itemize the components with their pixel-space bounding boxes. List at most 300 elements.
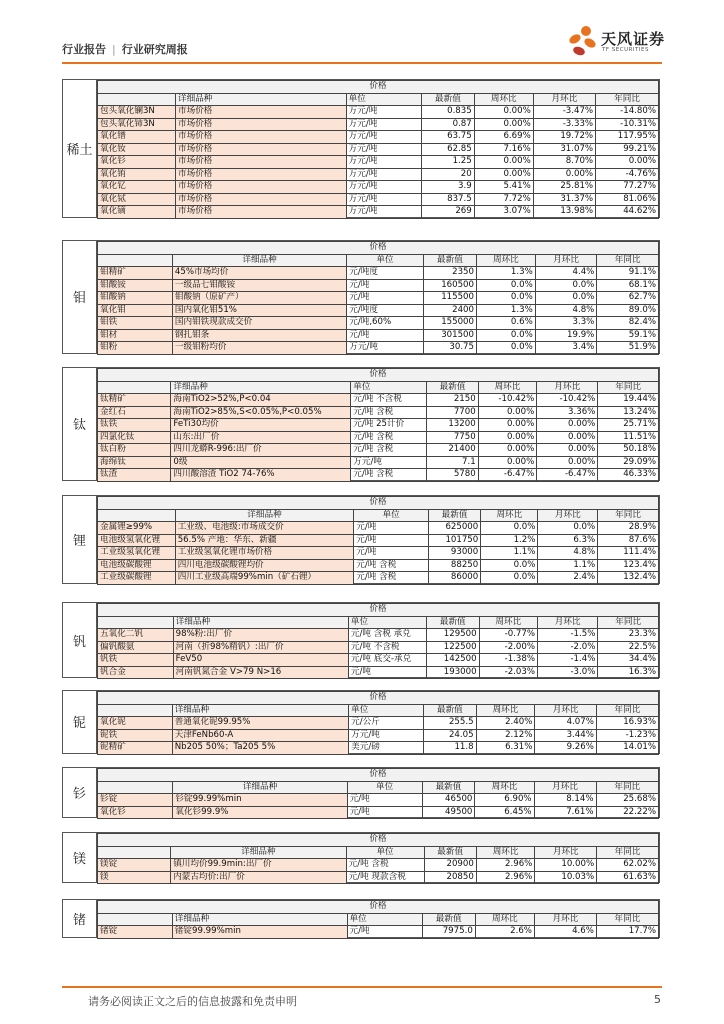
latest-value: 129500 <box>426 629 479 642</box>
table-row <box>98 469 659 482</box>
unit: 元/吨 <box>347 806 422 819</box>
table-row <box>98 717 659 730</box>
unit: 万元/吨 <box>346 131 421 144</box>
wow-change: 0.00% <box>474 156 533 169</box>
column-header: 年同比 <box>596 913 658 926</box>
table-header-row <box>98 704 659 717</box>
spec: 四川龙蟒R-996:出厂价 <box>171 444 351 457</box>
table-title-row <box>98 81 659 94</box>
table-title: 价格 <box>98 769 659 782</box>
column-header: 详细品种 <box>172 913 347 926</box>
column-header: 最新值 <box>427 381 478 394</box>
table-row <box>98 559 659 572</box>
table-row <box>98 394 659 407</box>
mom-change: -3.47% <box>533 106 595 119</box>
logo-name-cn: 天风证券 <box>601 30 666 48</box>
column-header: 最新值 <box>428 509 480 522</box>
table-row <box>98 572 659 585</box>
table-row <box>98 431 659 444</box>
column-header: 详细品种 <box>171 381 351 394</box>
spec: 市场价格 <box>176 106 347 119</box>
table-title: 价格 <box>98 692 659 705</box>
mom-change: 0.0% <box>538 522 598 535</box>
latest-value: 115500 <box>423 292 476 305</box>
column-header: 单位 <box>347 913 422 926</box>
table-row <box>98 292 659 305</box>
column-header: 周环比 <box>481 509 538 522</box>
mom-change: 0.00% <box>537 444 598 457</box>
wow-change: -6.47% <box>478 469 537 482</box>
table-row <box>98 118 659 131</box>
latest-value: 122500 <box>426 641 479 654</box>
yoy-change: 87.6% <box>598 534 659 547</box>
spec: 56.5% 产地：华东、新疆 <box>175 534 354 547</box>
wow-change: 1.3% <box>477 267 536 280</box>
header-blank <box>98 381 171 394</box>
wow-change: -2.00% <box>479 641 537 654</box>
table-row <box>98 406 659 419</box>
category-label: 钼 <box>63 241 97 353</box>
latest-value: 7750 <box>427 431 478 444</box>
table-row <box>98 317 659 330</box>
category-label: 锗 <box>63 900 97 937</box>
product-name: 钼酸铵 <box>98 279 173 292</box>
wow-change: 2.12% <box>476 729 535 742</box>
product-name: 钼铁 <box>98 317 173 330</box>
column-header: 月环比 <box>535 704 596 717</box>
column-header: 月环比 <box>535 254 597 267</box>
table-title-row <box>98 497 659 510</box>
mom-change: 3.44% <box>535 729 596 742</box>
mom-change: 0.0% <box>535 292 597 305</box>
table-row <box>98 926 659 939</box>
mom-change: -3.33% <box>533 118 595 131</box>
product-name: 包头氧化镧3N <box>98 106 176 119</box>
product-name: 包头氧化铈3N <box>98 118 176 131</box>
spec: 市场价格 <box>176 118 347 131</box>
table-title: 价格 <box>98 242 659 255</box>
spec: 氧化钐99.9% <box>173 806 347 819</box>
unit: 万元/吨 <box>346 206 421 219</box>
column-header: 最新值 <box>426 616 479 629</box>
spec: 45%市场均价 <box>172 267 346 280</box>
column-header: 单位 <box>346 846 424 859</box>
latest-value: 3.9 <box>422 181 475 194</box>
column-header: 月环比 <box>537 381 598 394</box>
product-name: 钛白粉 <box>98 444 171 457</box>
table-row <box>98 267 659 280</box>
price-table <box>97 900 659 939</box>
spec: 市场价格 <box>176 143 347 156</box>
product-name: 氧化钐 <box>98 156 176 169</box>
table-title-row <box>98 834 659 847</box>
mom-change: 3.4% <box>535 342 597 355</box>
latest-value: 24.05 <box>424 729 476 742</box>
latest-value: 160500 <box>423 279 476 292</box>
table-row <box>98 729 659 742</box>
unit: 元/吨 25计价 <box>351 419 427 432</box>
latest-value: 2350 <box>423 267 476 280</box>
mom-change: 8.14% <box>534 794 596 807</box>
product-name: 氧化铌 <box>98 717 173 730</box>
section-table <box>62 79 660 218</box>
latest-value: 63.75 <box>422 131 475 144</box>
header-rule <box>62 62 662 64</box>
latest-value: 7700 <box>427 406 478 419</box>
latest-value: 13200 <box>427 419 478 432</box>
table-row <box>98 534 659 547</box>
unit: 元/吨 <box>347 926 422 939</box>
latest-value: 46500 <box>422 794 475 807</box>
mom-change: 3.3% <box>535 317 597 330</box>
yoy-change: 29.09% <box>598 456 659 469</box>
unit: 元/吨 含税 <box>351 431 427 444</box>
yoy-change: -14.80% <box>596 106 659 119</box>
category-label: 稀土 <box>63 80 97 217</box>
latest-value: 20850 <box>424 871 476 884</box>
yoy-change: 51.9% <box>597 342 659 355</box>
latest-value: 86000 <box>428 572 480 585</box>
unit: 万元/吨 <box>346 106 421 119</box>
section-table <box>62 367 660 481</box>
latest-value: 2400 <box>423 304 476 317</box>
table-row <box>98 143 659 156</box>
table-title: 价格 <box>98 369 659 382</box>
product-name: 金属锂≥99% <box>98 522 176 535</box>
mom-change: 31.37% <box>533 193 595 206</box>
price-table <box>97 691 659 755</box>
yoy-change: 91.1% <box>597 267 659 280</box>
yoy-change: 77.27% <box>596 181 659 194</box>
column-header: 单位 <box>349 704 424 717</box>
column-header: 详细品种 <box>171 846 346 859</box>
product-name: 工业级氢氧化锂 <box>98 547 176 560</box>
spec: 四川工业级高端99%min（矿石锂） <box>175 572 354 585</box>
column-header: 单位 <box>354 509 429 522</box>
latest-value: 5780 <box>427 469 478 482</box>
latest-value: 193000 <box>426 666 479 679</box>
header-blank <box>98 781 173 794</box>
table-row <box>98 641 659 654</box>
spec: Nb205 50%；Ta205 5% <box>172 742 348 755</box>
table-header-row <box>98 254 659 267</box>
spec: 四川酸溶渣 TiO2 74-76% <box>171 469 351 482</box>
category-label: 铌 <box>63 691 97 753</box>
wow-change: 2.96% <box>476 859 535 872</box>
latest-value: 7.1 <box>427 456 478 469</box>
unit: 元/吨 <box>348 666 426 679</box>
column-header: 最新值 <box>422 93 475 106</box>
mom-change: 19.9% <box>535 329 597 342</box>
table-row <box>98 806 659 819</box>
table-row <box>98 547 659 560</box>
spec: 国内钼铁现款成交价 <box>172 317 346 330</box>
column-header: 年同比 <box>596 704 658 717</box>
yoy-change: 14.01% <box>596 742 658 755</box>
wow-change: 5.41% <box>474 181 533 194</box>
yoy-change: 22.22% <box>596 806 658 819</box>
mom-change: 0.00% <box>533 168 595 181</box>
unit: 元/吨 <box>347 279 424 292</box>
spec: 钐锭99.99%min <box>173 794 347 807</box>
wow-change: 0.00% <box>478 431 537 444</box>
table-title: 价格 <box>98 497 659 510</box>
spec: 一级钼粉均价 <box>172 342 346 355</box>
table-row <box>98 522 659 535</box>
yoy-change: 123.4% <box>598 559 659 572</box>
logo-mark-icon <box>566 24 598 58</box>
product-name: 铌精矿 <box>98 742 173 755</box>
latest-value: 269 <box>422 206 475 219</box>
column-header: 详细品种 <box>172 704 348 717</box>
wow-change: 0.0% <box>477 279 536 292</box>
column-header: 单位 <box>351 381 427 394</box>
spec: 山东:出厂价 <box>171 431 351 444</box>
spec: 海南TiO2>52%,P<0.04 <box>171 394 351 407</box>
mom-change: 6.3% <box>538 534 598 547</box>
report-type: 行业报告 <box>62 43 106 56</box>
column-header: 月环比 <box>533 93 595 106</box>
wow-change: 0.6% <box>477 317 536 330</box>
price-table <box>97 241 659 355</box>
unit: 美元/磅 <box>349 742 424 755</box>
latest-value: 11.8 <box>424 742 476 755</box>
product-name: 五氧化二钒 <box>98 629 174 642</box>
table-title-row <box>98 769 659 782</box>
product-name: 氧化钼 <box>98 304 173 317</box>
table-row <box>98 106 659 119</box>
mom-change: 4.8% <box>535 304 597 317</box>
unit: 万元/吨 <box>346 181 421 194</box>
product-name: 钛铁 <box>98 419 171 432</box>
column-header: 详细品种 <box>173 616 348 629</box>
latest-value: 62.85 <box>422 143 475 156</box>
unit: 元/吨,60% <box>347 317 424 330</box>
column-header: 月环比 <box>538 616 598 629</box>
table-title-row <box>98 692 659 705</box>
product-name: 氧化镝 <box>98 206 176 219</box>
wow-change: 0.00% <box>474 118 533 131</box>
yoy-change: 111.4% <box>598 547 659 560</box>
yoy-change: 46.33% <box>598 469 659 482</box>
mom-change: 10.00% <box>535 859 597 872</box>
spec: 市场价格 <box>176 168 347 181</box>
yoy-change: 25.68% <box>596 794 658 807</box>
section-table <box>62 767 660 818</box>
product-name: 氧化铽 <box>98 193 176 206</box>
unit: 元/吨 <box>347 329 424 342</box>
latest-value: 20900 <box>424 859 476 872</box>
header-blank <box>98 509 176 522</box>
wow-change: 0.00% <box>478 456 537 469</box>
mom-change: 0.0% <box>535 279 597 292</box>
latest-value: 1.25 <box>422 156 475 169</box>
mom-change: 0.00% <box>537 419 598 432</box>
wow-change: 2.96% <box>476 871 535 884</box>
product-name: 四氯化钛 <box>98 431 171 444</box>
column-header: 周环比 <box>477 254 536 267</box>
unit: 元/吨 含税 <box>346 859 424 872</box>
column-header: 年同比 <box>597 254 659 267</box>
product-name: 钛精矿 <box>98 394 171 407</box>
spec: 一级品七钼酸铵 <box>172 279 346 292</box>
column-header: 最新值 <box>423 254 476 267</box>
price-table <box>97 80 659 219</box>
wow-change: 0.0% <box>477 292 536 305</box>
wow-change: 2.6% <box>475 926 534 939</box>
wow-change: 7.72% <box>474 193 533 206</box>
table-row <box>98 419 659 432</box>
column-header: 年同比 <box>597 846 659 859</box>
wow-change: 6.31% <box>476 742 535 755</box>
product-name: 钼粉 <box>98 342 173 355</box>
table-row <box>98 131 659 144</box>
column-header: 周环比 <box>474 93 533 106</box>
wow-change: 0.0% <box>477 342 536 355</box>
yoy-change: 50.18% <box>598 444 659 457</box>
section-table <box>62 495 660 584</box>
wow-change: 0.00% <box>478 419 537 432</box>
section-table <box>62 240 660 354</box>
column-header: 单位 <box>347 254 424 267</box>
table-title-row <box>98 242 659 255</box>
product-name: 钐锭 <box>98 794 173 807</box>
column-header: 单位 <box>347 781 422 794</box>
spec: 镇川均价99.9min:出厂价 <box>171 859 346 872</box>
unit: 万元/吨 <box>346 156 421 169</box>
mom-change: 4.4% <box>535 267 597 280</box>
section-table <box>62 690 660 754</box>
header-separator: | <box>112 43 116 56</box>
wow-change: 0.0% <box>481 559 538 572</box>
page-number: 5 <box>654 993 661 1006</box>
product-name: 海绵钛 <box>98 456 171 469</box>
table-header-row <box>98 913 659 926</box>
latest-value: 155000 <box>423 317 476 330</box>
category-label: 钒 <box>63 603 97 677</box>
spec: 工业级、电池级:市场成交价 <box>175 522 354 535</box>
product-name: 铌铁 <box>98 729 173 742</box>
table-header-row <box>98 781 659 794</box>
report-header <box>62 41 188 57</box>
mom-change: 8.70% <box>533 156 595 169</box>
wow-change: 6.90% <box>475 794 534 807</box>
spec: 河南（折98%精钒）:出厂价 <box>173 641 348 654</box>
category-label: 锂 <box>63 496 97 583</box>
latest-value: 30.75 <box>423 342 476 355</box>
table-row <box>98 666 659 679</box>
unit: 万元/吨 <box>346 168 421 181</box>
product-name: 偏钒酸氨 <box>98 641 174 654</box>
wow-change: 0.00% <box>474 168 533 181</box>
table-row <box>98 444 659 457</box>
wow-change: 7.16% <box>474 143 533 156</box>
unit: 元/吨 <box>347 794 422 807</box>
column-header: 年同比 <box>598 381 659 394</box>
column-header: 最新值 <box>422 913 475 926</box>
unit: 元/吨 含税 <box>351 469 427 482</box>
unit: 元/吨 不含税 <box>351 394 427 407</box>
unit: 元/吨 <box>354 547 429 560</box>
yoy-change: 23.3% <box>598 629 659 642</box>
yoy-change: 61.63% <box>597 871 659 884</box>
wow-change: 0.0% <box>481 522 538 535</box>
spec: 0级 <box>171 456 351 469</box>
yoy-change: 89.0% <box>597 304 659 317</box>
table-title: 价格 <box>98 834 659 847</box>
yoy-change: 13.24% <box>598 406 659 419</box>
column-header: 详细品种 <box>176 93 347 106</box>
spec: 工业级氢氧化锂市场价格 <box>175 547 354 560</box>
category-label: 钛 <box>63 368 97 480</box>
price-table <box>97 768 659 819</box>
yoy-change: 25.71% <box>598 419 659 432</box>
table-header-row <box>98 93 659 106</box>
product-name: 工业级碳酸锂 <box>98 572 176 585</box>
wow-change: 0.00% <box>474 106 533 119</box>
yoy-change: 117.95% <box>596 131 659 144</box>
table-row <box>98 629 659 642</box>
spec: 市场价格 <box>176 193 347 206</box>
column-header: 单位 <box>346 93 421 106</box>
mom-change: 4.8% <box>538 547 598 560</box>
price-table <box>97 496 659 585</box>
latest-value: 837.5 <box>422 193 475 206</box>
latest-value: 301500 <box>423 329 476 342</box>
latest-value: 101750 <box>428 534 480 547</box>
mom-change: -1.4% <box>538 654 598 667</box>
spec: 普通氧化铌99.95% <box>172 717 348 730</box>
unit: 元/吨 含税 承兑 <box>348 629 426 642</box>
column-header: 单位 <box>348 616 426 629</box>
spec: FeTi30均价 <box>171 419 351 432</box>
table-row <box>98 193 659 206</box>
mom-change: 0.00% <box>537 456 598 469</box>
spec: 锗锭99.99%min <box>172 926 347 939</box>
table-row <box>98 181 659 194</box>
table-row <box>98 794 659 807</box>
table-row <box>98 342 659 355</box>
table-row <box>98 279 659 292</box>
product-name: 钼材 <box>98 329 173 342</box>
spec: 海南TiO2>85%,S<0.05%,P<0.05% <box>171 406 351 419</box>
latest-value: 0.835 <box>422 106 475 119</box>
column-header: 详细品种 <box>175 509 354 522</box>
table-title-row <box>98 604 659 617</box>
latest-value: 142500 <box>426 654 479 667</box>
unit: 元/吨 含税 <box>354 572 429 585</box>
latest-value: 7975.0 <box>422 926 475 939</box>
column-header: 最新值 <box>422 781 475 794</box>
table-header-row <box>98 381 659 394</box>
wow-change: -10.42% <box>478 394 537 407</box>
footer-rule <box>62 986 662 988</box>
logo-name-en: TF SECURITIES <box>602 47 649 53</box>
table-row <box>98 859 659 872</box>
table-header-row <box>98 616 659 629</box>
wow-change: 0.00% <box>478 444 537 457</box>
yoy-change: -1.23% <box>596 729 658 742</box>
yoy-change: 34.4% <box>598 654 659 667</box>
yoy-change: 44.62% <box>596 206 659 219</box>
spec: 内蒙古均价:出厂价 <box>171 871 346 884</box>
column-header: 最新值 <box>424 704 476 717</box>
yoy-change: 19.44% <box>598 394 659 407</box>
latest-value: 0.87 <box>422 118 475 131</box>
wow-change: -0.77% <box>479 629 537 642</box>
yoy-change: 59.1% <box>597 329 659 342</box>
unit: 万元/吨 <box>346 118 421 131</box>
